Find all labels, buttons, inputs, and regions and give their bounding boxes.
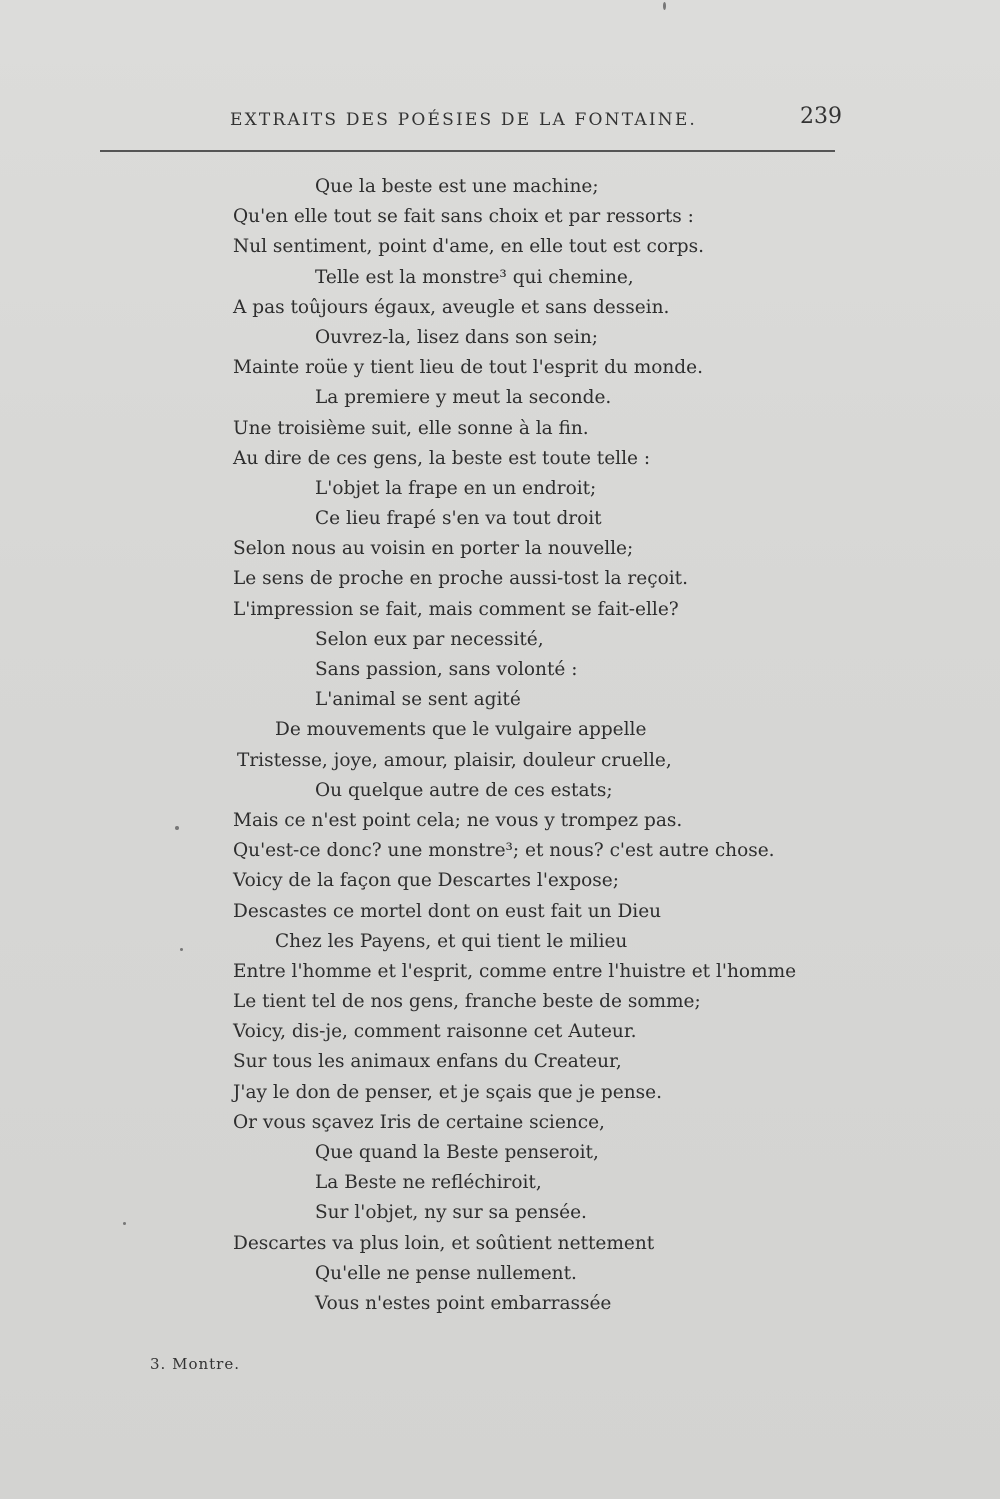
poem-line: Sur l'objet, ny sur sa pensée. <box>315 1202 587 1224</box>
poem-line: Selon nous au voisin en porter la nouvelle; <box>233 538 634 560</box>
poem-line: A pas toûjours égaux, aveugle et sans dessein. <box>233 296 670 318</box>
poem-line: La premiere y meut la seconde. <box>315 387 612 409</box>
poem-line: Telle est la monstre³ qui chemine, <box>315 266 634 288</box>
poem-line: La Beste ne refléchiroit, <box>315 1172 542 1194</box>
poem-body <box>233 172 853 1319</box>
poem-line: L'animal se sent agité <box>315 689 521 711</box>
poem-line: Selon eux par necessité, <box>315 628 544 650</box>
poem-line: Au dire de ces gens, la beste est toute telle : <box>233 447 651 469</box>
poem-line: Or vous sçavez Iris de certaine science, <box>233 1111 605 1133</box>
paper-speck <box>175 826 179 830</box>
header-rule <box>100 150 835 152</box>
poem-line: Le tient tel de nos gens, franche beste de somme; <box>233 991 701 1013</box>
poem-line: J'ay le don de penser, et je sçais que je pense. <box>233 1081 662 1103</box>
running-title: EXTRAITS DES POÉSIES DE LA FONTAINE. <box>230 110 698 130</box>
poem-line: Le sens de proche en proche aussi-tost la reçoit. <box>233 568 688 590</box>
poem-line: Voicy de la façon que Descartes l'expose; <box>233 870 619 892</box>
poem-line: Qu'est-ce donc? une monstre³; et nous? c'est autre chose. <box>233 840 775 862</box>
poem-line: Mais ce n'est point cela; ne vous y trompez pas. <box>233 809 683 831</box>
poem-line: Sans passion, sans volonté : <box>315 659 578 680</box>
poem-line: Qu'en elle tout se fait sans choix et par ressorts : <box>233 206 694 228</box>
poem-line: Que la beste est une machine; <box>315 176 599 197</box>
poem-line: Une troisième suit, elle sonne à la fin. <box>233 417 589 439</box>
poem-line: Ou quelque autre de ces estats; <box>315 779 613 801</box>
poem-line: L'impression se fait, mais comment se fait-elle? <box>233 598 679 620</box>
poem-line: Tristesse, joye, amour, plaisir, douleur cruelle, <box>237 749 672 771</box>
poem-line: De mouvements que le vulgaire appelle <box>275 719 647 741</box>
poem-line: Ce lieu frapé s'en va tout droit <box>315 508 602 530</box>
poem-line: Qu'elle ne pense nullement. <box>315 1262 577 1284</box>
poem-line: Descartes va plus loin, et soûtient nettement <box>233 1232 655 1254</box>
poem-line: Nul sentiment, point d'ame, en elle tout est corps. <box>233 236 705 258</box>
poem-line: Descastes ce mortel dont on eust fait un Dieu <box>233 900 662 922</box>
paper-speck <box>180 948 183 951</box>
paper-speck <box>663 2 666 10</box>
poem-line: L'objet la frape en un endroit; <box>315 477 597 499</box>
footnote: 3. Montre. <box>150 1355 240 1373</box>
poem-line: Que quand la Beste penseroit, <box>315 1142 599 1163</box>
poem-line: Mainte roüe y tient lieu de tout l'esprit du monde. <box>233 357 703 379</box>
paper-speck <box>123 1222 126 1225</box>
poem-line: Sur tous les animaux enfans du Createur, <box>233 1051 622 1073</box>
poem-line: Ouvrez-la, lisez dans son sein; <box>315 326 599 348</box>
poem-line: Voicy, dis-je, comment raisonne cet Auteur. <box>233 1021 637 1043</box>
page-number: 239 <box>800 104 842 129</box>
poem-line: Entre l'homme et l'esprit, comme entre l'huistre et l'homme <box>233 960 797 982</box>
poem-line: Chez les Payens, et qui tient le milieu <box>275 930 628 952</box>
poem-line: Vous n'estes point embarrassée <box>315 1292 612 1314</box>
